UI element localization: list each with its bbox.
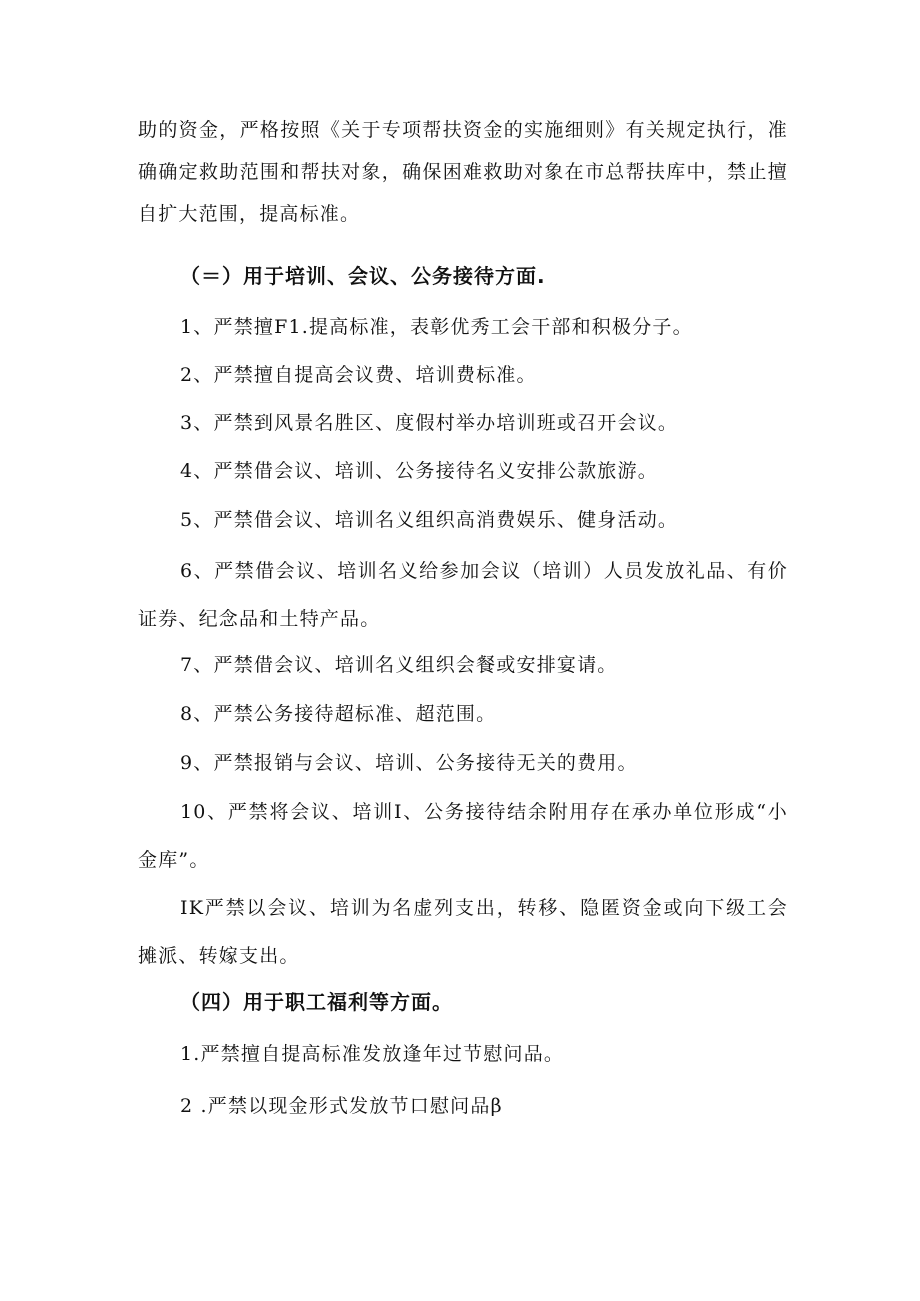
list-item: 2 .严禁以现金形式发放节口慰问品β [180, 1095, 503, 1117]
list-item: 1、严禁擅F1.提高标准，表彰优秀工会干部和积极分子。 [180, 316, 693, 338]
list-item: 6、严禁借会议、培训名义给参加会议（培训）人员发放礼品、有价证券、纪念品和土特产品。 [138, 560, 788, 630]
list-item: 7、严禁借会议、培训名义组织会餐或安排宴请。 [180, 654, 618, 676]
list-item: 5、严禁借会议、培训名义组织高消费娱乐、健身活动。 [180, 509, 679, 531]
list-item: 9、严禁报销与会议、培训、公务接待无关的费用。 [180, 752, 638, 774]
intro-paragraph: 助的资金，严格按照《关于专项帮扶资金的实施细则》有关规定执行，准确确定救助范围和帮扶对象，确保困难救助对象在市总帮扶库中，禁止擅自扩大范围，提高标准。 [138, 119, 788, 225]
list-item: 8、严禁公务接待超标准、超范围。 [180, 703, 497, 725]
section4-heading: （四）用于职工福利等方面。 [180, 990, 453, 1014]
list-item: 4、严禁借会议、培训、公务接待名义安排公款旅游。 [180, 460, 658, 482]
list-item: 3、严禁到风景名胜区、度假村举办培训班或召开会议。 [180, 412, 679, 434]
list-item: 10、严禁将会议、培训I、公务接待结余附用存在承办单位形成“小金库”。 [138, 801, 788, 871]
section3-heading: （＝）用于培训、会议、公务接待方面. [180, 264, 546, 288]
list-item: 1.严禁擅自提高标准发放逢年过节慰问品。 [180, 1043, 565, 1065]
list-item: 2、严禁擅自提高会议费、培训费标准。 [180, 364, 537, 386]
list-item: IK严禁以会议、培训为名虚列支出，转移、隐匿资金或向下级工会摊派、转嫁支出。 [138, 897, 788, 967]
